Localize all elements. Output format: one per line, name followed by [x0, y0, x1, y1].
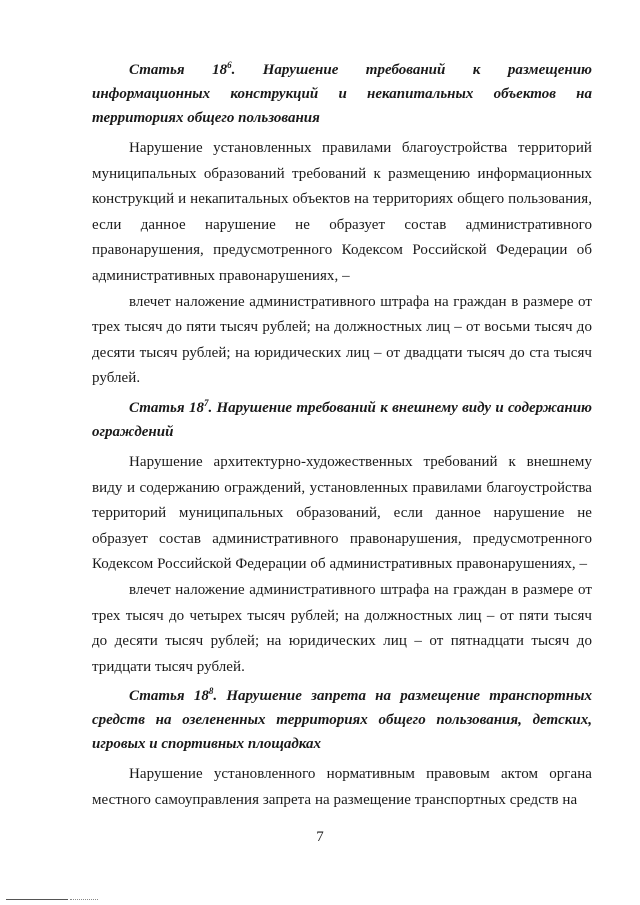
article-18-7: [92, 396, 592, 680]
article-superscript: 6: [227, 60, 232, 70]
article-number: 18: [193, 688, 209, 705]
article-superscript: 7: [203, 397, 209, 408]
article-label: Статья: [129, 688, 185, 705]
article-heading: [92, 684, 592, 756]
article-heading: [92, 58, 592, 130]
article-18-6: [92, 58, 592, 392]
article-number: 18: [188, 399, 204, 416]
article-paragraph: Нарушение установленных правилами благоустройства территорий муниципальных образований требований к размещению информационных конструкций и некапитальных объектов на территориях общего пользования, если данное нарушение не образует состав административного правонарушения, предусмотренного Кодексом Российской Федерации об административных правонарушениях, –: [92, 140, 592, 284]
article-heading: [92, 396, 592, 444]
page-number: 7: [316, 829, 324, 845]
article-paragraph: Нарушение установленного нормативным правовым актом органа местного самоуправления запрета на размещение транспортных средств на: [92, 766, 592, 808]
article-superscript: 8: [208, 686, 214, 697]
document-page: [92, 58, 592, 813]
article-title: . Нарушение требований к внешнему виду и содержанию ограждений: [92, 399, 592, 440]
scan-edge-line: [6, 899, 68, 900]
article-18-8: [92, 684, 592, 813]
article-paragraph: влечет наложение административного штрафа на граждан в размере от трех тысяч до четырех тысяч рублей; на должностных лиц – от пяти тысяч до десяти тысяч рублей; на юридических лиц – от пятнадцати тысяч до тридцати тысяч рублей.: [92, 581, 592, 675]
article-number: 18: [212, 62, 228, 78]
article-paragraph: Нарушение архитектурно-художественных требований к внешнему виду и содержанию ограждений, установленных правилами благоустройства территорий муниципальных образований, если данное нарушение не образует состав административного правонарушения, предусмотренного Кодексом Российской Федерации об административных правонарушениях, –: [92, 453, 592, 573]
article-title: . Нарушение требований к размещению информационных конструкций и некапитальных объектов на территориях общего пользования: [92, 62, 592, 126]
article-label: Статья: [129, 62, 185, 78]
scan-edge-dots: [70, 899, 98, 901]
article-paragraph: влечет наложение административного штрафа на граждан в размере от трех тысяч до пяти тысяч рублей; на должностных лиц – от восьми тысяч до десяти тысяч рублей; на юридических лиц – от двадцати тысяч до ста тысяч рублей.: [92, 293, 592, 387]
article-title: . Нарушение запрета на размещение транспортных средств на озелененных территориях общего пользования, детских, игровых и спортивных площадках: [92, 688, 593, 753]
article-label: Статья: [129, 399, 185, 416]
